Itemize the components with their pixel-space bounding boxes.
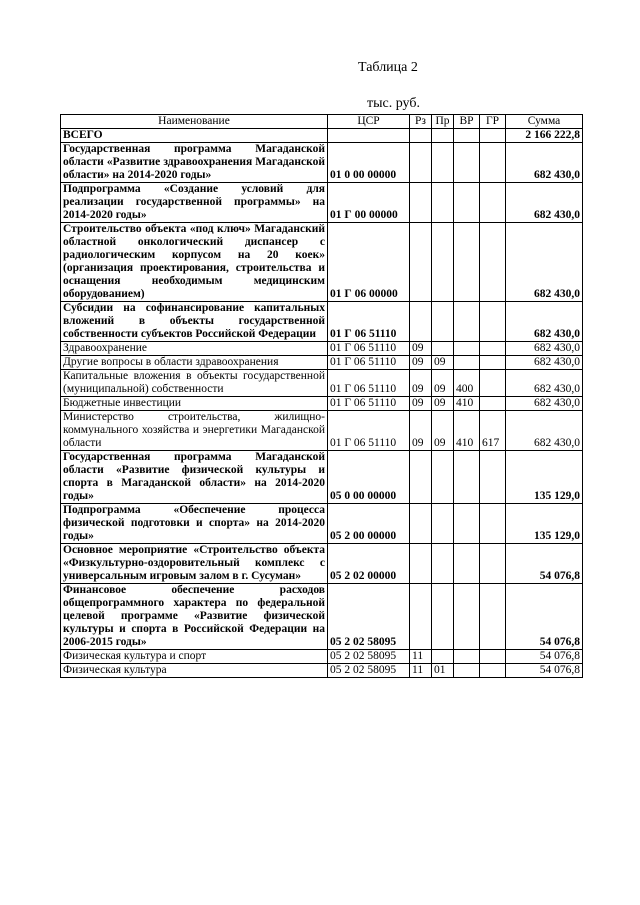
table-row xyxy=(61,223,583,302)
cell-csr: 05 2 02 58095 xyxy=(328,650,410,664)
cell-pr xyxy=(432,504,454,544)
cell-rz xyxy=(410,143,432,183)
header-gr: ГР xyxy=(480,115,506,129)
cell-pr xyxy=(432,183,454,223)
cell-name: Основное мероприятие «Строительство объекта «Физкультурно-оздоровительный комплекс с универсальным игровым залом в г. Сусуман» xyxy=(61,544,328,584)
cell-rz xyxy=(410,223,432,302)
cell-rz: 09 xyxy=(410,370,432,397)
table-row xyxy=(61,143,583,183)
cell-rz xyxy=(410,544,432,584)
cell-name: Физическая культура и спорт xyxy=(61,650,328,664)
cell-csr: 01 Г 06 51110 xyxy=(328,302,410,342)
table-caption: Таблица 2 xyxy=(358,60,418,75)
table-row xyxy=(61,302,583,342)
header-name: Наименование xyxy=(61,115,328,129)
header-rz: Рз xyxy=(410,115,432,129)
cell-pr xyxy=(432,342,454,356)
table-row xyxy=(61,650,583,664)
cell-name: Субсидии на софинансирование капитальных вложений в объекты государственной собственности субъектов Российской Федерации xyxy=(61,302,328,342)
cell-vr xyxy=(454,183,480,223)
cell-gr xyxy=(480,342,506,356)
cell-name: Финансовое обеспечение расходов общепрограммного характера по федеральной целевой программе «Развитие физической культуры и спорта в Российской Федерации на 2006-2015 годы» xyxy=(61,584,328,650)
cell-csr: 01 Г 00 00000 xyxy=(328,183,410,223)
cell-csr: 05 0 00 00000 xyxy=(328,451,410,504)
cell-name: Строительство объекта «под ключ» Магаданский областной онкологический диспансер с радиологическим корпусом на 20 коек» (организация проектирования, строительства и оснащения необходимым медицинским оборудованием) xyxy=(61,223,328,302)
cell-sum: 682 430,0 xyxy=(506,411,583,451)
cell-gr xyxy=(480,223,506,302)
header-csr: ЦСР xyxy=(328,115,410,129)
cell-rz xyxy=(410,451,432,504)
cell-vr xyxy=(454,544,480,584)
budget-table xyxy=(60,114,583,678)
table-row xyxy=(61,544,583,584)
cell-csr: 01 Г 06 51110 xyxy=(328,356,410,370)
cell-name: Подпрограмма «Создание условий для реализации государственной программы» на 2014-2020 годы» xyxy=(61,183,328,223)
table-row xyxy=(61,183,583,223)
cell-rz xyxy=(410,504,432,544)
cell-gr xyxy=(480,129,506,143)
cell-name: Подпрограмма «Обеспечение процесса физической подготовки и спорта» на 2014-2020 годы» xyxy=(61,504,328,544)
cell-sum: 2 166 222,8 xyxy=(506,129,583,143)
cell-sum: 682 430,0 xyxy=(506,302,583,342)
cell-sum: 682 430,0 xyxy=(506,223,583,302)
cell-gr: 617 xyxy=(480,411,506,451)
cell-gr xyxy=(480,302,506,342)
cell-csr: 01 0 00 00000 xyxy=(328,143,410,183)
cell-rz: 09 xyxy=(410,397,432,411)
cell-csr: 05 2 02 00000 xyxy=(328,544,410,584)
cell-vr xyxy=(454,504,480,544)
cell-pr xyxy=(432,223,454,302)
cell-sum: 682 430,0 xyxy=(506,370,583,397)
cell-vr xyxy=(454,302,480,342)
cell-vr xyxy=(454,664,480,678)
cell-vr xyxy=(454,451,480,504)
cell-gr xyxy=(480,504,506,544)
cell-pr: 09 xyxy=(432,397,454,411)
cell-csr: 05 2 02 58095 xyxy=(328,584,410,650)
cell-name: Бюджетные инвестиции xyxy=(61,397,328,411)
cell-vr xyxy=(454,650,480,664)
table-row xyxy=(61,129,583,143)
cell-pr xyxy=(432,544,454,584)
cell-sum: 54 076,8 xyxy=(506,544,583,584)
cell-pr: 09 xyxy=(432,370,454,397)
cell-gr xyxy=(480,183,506,223)
cell-vr xyxy=(454,342,480,356)
cell-rz xyxy=(410,183,432,223)
cell-csr: 01 Г 06 51110 xyxy=(328,342,410,356)
cell-vr: 400 xyxy=(454,370,480,397)
cell-gr xyxy=(480,356,506,370)
cell-gr xyxy=(480,584,506,650)
cell-gr xyxy=(480,451,506,504)
cell-csr: 01 Г 06 51110 xyxy=(328,411,410,451)
header-sum: Сумма xyxy=(506,115,583,129)
cell-csr: 01 Г 06 51110 xyxy=(328,370,410,397)
cell-rz xyxy=(410,129,432,143)
cell-gr xyxy=(480,544,506,584)
table-row xyxy=(61,342,583,356)
cell-sum: 54 076,8 xyxy=(506,650,583,664)
cell-sum: 54 076,8 xyxy=(506,584,583,650)
cell-pr xyxy=(432,584,454,650)
cell-sum: 682 430,0 xyxy=(506,356,583,370)
cell-vr xyxy=(454,356,480,370)
cell-gr xyxy=(480,370,506,397)
cell-pr xyxy=(432,302,454,342)
cell-rz: 09 xyxy=(410,411,432,451)
cell-pr xyxy=(432,143,454,183)
table-row xyxy=(61,411,583,451)
cell-pr: 09 xyxy=(432,356,454,370)
cell-name: Физическая культура xyxy=(61,664,328,678)
cell-name: Другие вопросы в области здравоохранения xyxy=(61,356,328,370)
table-row xyxy=(61,664,583,678)
table-body xyxy=(61,129,583,678)
cell-sum: 682 430,0 xyxy=(506,342,583,356)
cell-sum: 135 129,0 xyxy=(506,504,583,544)
cell-pr: 09 xyxy=(432,411,454,451)
cell-name: Капитальные вложения в объекты государственной (муниципальной) собственности xyxy=(61,370,328,397)
cell-rz: 11 xyxy=(410,664,432,678)
cell-name: Государственная программа Магаданской области «Развитие физической культуры и спорта в Магаданской области» на 2014-2020 годы» xyxy=(61,451,328,504)
cell-gr xyxy=(480,397,506,411)
cell-rz: 09 xyxy=(410,356,432,370)
cell-gr xyxy=(480,664,506,678)
cell-vr xyxy=(454,223,480,302)
table-row xyxy=(61,451,583,504)
table-header-row xyxy=(61,115,583,129)
cell-rz: 11 xyxy=(410,650,432,664)
cell-sum: 135 129,0 xyxy=(506,451,583,504)
cell-sum: 682 430,0 xyxy=(506,143,583,183)
cell-csr xyxy=(328,129,410,143)
cell-sum: 682 430,0 xyxy=(506,397,583,411)
cell-vr: 410 xyxy=(454,397,480,411)
cell-pr xyxy=(432,129,454,143)
cell-rz xyxy=(410,584,432,650)
cell-sum: 682 430,0 xyxy=(506,183,583,223)
cell-pr: 01 xyxy=(432,664,454,678)
cell-vr xyxy=(454,584,480,650)
table-row xyxy=(61,504,583,544)
cell-sum: 54 076,8 xyxy=(506,664,583,678)
cell-vr xyxy=(454,129,480,143)
table-row xyxy=(61,356,583,370)
cell-name: Государственная программа Магаданской области «Развитие здравоохранения Магаданской области» на 2014-2020 годы» xyxy=(61,143,328,183)
cell-csr: 01 Г 06 51110 xyxy=(328,397,410,411)
header-vr: ВР xyxy=(454,115,480,129)
header-pr: Пр xyxy=(432,115,454,129)
cell-name: Здравоохранение xyxy=(61,342,328,356)
cell-rz: 09 xyxy=(410,342,432,356)
table-row xyxy=(61,370,583,397)
cell-csr: 05 2 02 58095 xyxy=(328,664,410,678)
table-row xyxy=(61,397,583,411)
cell-csr: 05 2 00 00000 xyxy=(328,504,410,544)
cell-pr xyxy=(432,451,454,504)
cell-vr: 410 xyxy=(454,411,480,451)
cell-gr xyxy=(480,143,506,183)
cell-vr xyxy=(454,143,480,183)
cell-name: Министерство строительства, жилищно-коммунального хозяйства и энергетики Магаданской области xyxy=(61,411,328,451)
cell-rz xyxy=(410,302,432,342)
cell-pr xyxy=(432,650,454,664)
table-row xyxy=(61,584,583,650)
unit-label: тыс. руб. xyxy=(367,96,420,111)
cell-name: ВСЕГО xyxy=(61,129,328,143)
cell-gr xyxy=(480,650,506,664)
cell-csr: 01 Г 06 00000 xyxy=(328,223,410,302)
